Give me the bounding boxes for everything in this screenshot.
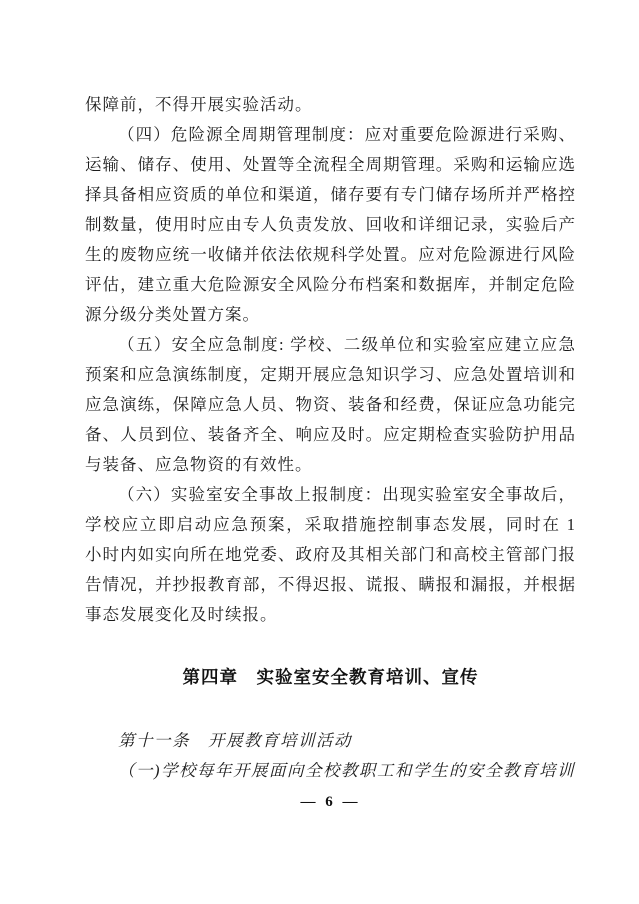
paragraph-item-5: （五）安全应急制度: 学校、二级单位和实验室应建立应急预案和应急演练制度，定期开展应急知识学习、应急处置培训和应急演练，保障应急人员、物资、装备和经费，保证应急功能完备、人员到位、装备齐全、响应及时。应定期检查实验防护用品与装备、应急物资的有效性。 (85, 335, 576, 474)
chapter-heading: 第四章 实验室安全教育培训、宣传 (182, 667, 479, 687)
page-number: — 6 — (300, 794, 361, 810)
paragraph-item-6: （六）实验室安全事故上报制度：出现实验室安全事故后，学校应立即启动应急预案，采取措施控制事态发展，同时在 1 小时内如实向所在地党委、政府及其相关部门和高校主管部门报告情况，并抄报教育部，不得迟报、谎报、瞒报和漏报，并根据事态发展变化及时续报。 (85, 485, 576, 624)
paragraph-continuation: 保障前，不得开展实验活动。 (85, 95, 313, 114)
paragraph-item-4: （四）危险源全周期管理制度：应对重要危险源进行采购、运输、储存、使用、处置等全流程全周期管理。采购和运输应选择具备相应资质的单位和渠道，储存要有专门储存场所并严格控制数量，使用时应由专人负责发放、回收和详细记录，实验后产生的废物应统一收储并依法依规科学处置。应对危险源进行风险评估，建立重大危险源安全风险分布档案和数据库，并制定危险源分级分类处置方案。 (85, 125, 576, 324)
list-item-line: （一)学校每年开展面向全校教职工和学生的安全教育培训 (118, 761, 575, 780)
article-heading: 第十一条 开展教育培训活动 (118, 731, 352, 750)
